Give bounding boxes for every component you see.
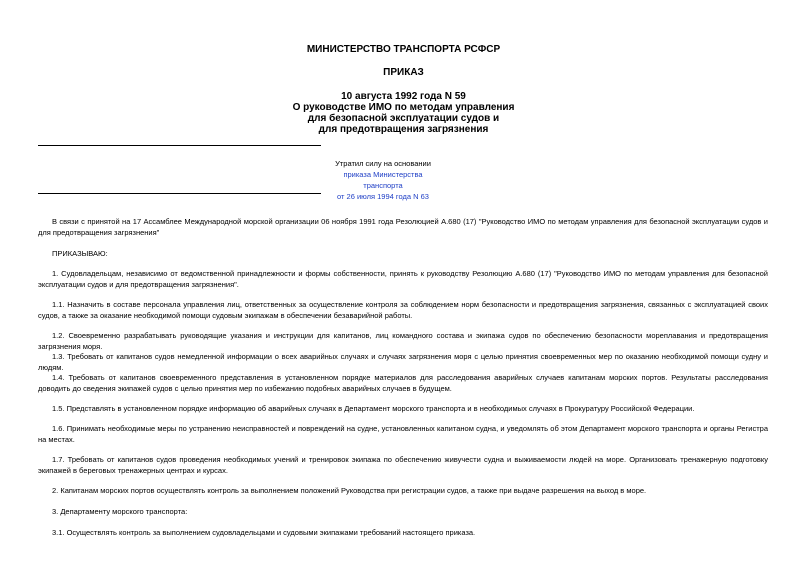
order-title-line: О руководстве ИМО по методам управления [292,102,515,113]
paragraph-1-7: 1.7. Требовать от капитанов судов проведения необходимых учений и тренировок экипажа по обеспечению живучести судна и выживаемости людей на море. Организовать тренажерную подготовку экипажей в береговых тренажерных центрах и курсах. [38,455,768,475]
paragraph-1: 1. Судовладельцам, независимо от ведомственной принадлежности и формы собственности, принять к руководству Резолюцию А.680 (17) "Руководство ИМО по методам управления для безопасной эксплуатации судов и для предотвращения загрязнения". [38,269,768,289]
paragraph-1-3: 1.3. Требовать от капитанов судов немедленной информации о всех аварийных случаях и случаях загрязнения моря с целью принятия своевременных мер по оказанию необходимой помощи судну и людям. [38,352,768,372]
paragraph-1-4: 1.4. Требовать от капитанов своевременного представления в установленном порядке материалов для расследования аварийных случаев капитанам морских портов. Результаты расследования доводить до сведения экипажей судов с целью принятия мер по избежанию подобных аварийных случаев в будущем. [38,373,768,393]
paragraph-3: 3. Департаменту морского транспорта: [52,507,188,516]
order-title-line: для предотвращения загрязнения [318,124,489,135]
paragraph-2: 2. Капитанам морских портов осуществлять контроль за выполнением положений Руководства при регистрации судов, а также при выдаче разрешения на выход в море. [52,486,647,495]
paragraph-1-6: 1.6. Принимать необходимые меры по устранению неисправностей и повреждений на судне, установленных капитаном судна, и уведомлять об этом Департамент морского транспорта и органы Регистра на местах. [38,424,768,444]
paragraph-preamble: В связи с принятой на 17 Ассамблее Международной морской организации 06 ноября 1991 года Резолюцией А.680 (17) "Руководство ИМО по методам управления для безопасной эксплуатации судов и для предотвращения загрязнения" [38,217,768,237]
order-title-line: для безопасной эксплуатации судов и [307,113,500,124]
paragraph-order-word: ПРИКАЗЫВАЮ: [52,249,108,258]
repeal-order-date-link[interactable]: от 26 июля 1994 года N 63 [337,192,429,201]
order-title [0,91,807,135]
status-note [330,158,436,202]
status-text: Утратил силу на основании [335,159,431,168]
paragraph-3-1: 3.1. Осуществлять контроль за выполнением судовладельцами и судовыми экипажами требований настоящего приказа. [52,528,476,537]
repeal-order-link[interactable]: приказа Министерства транспорта [343,170,423,190]
divider [38,193,321,194]
ministry-heading: МИНИСТЕРСТВО ТРАНСПОРТА РСФСР [306,44,501,55]
paragraph-1-1: 1.1. Назначить в составе персонала управления лиц, ответственных за осуществление контроля за соблюдением норм безопасности и предотвращения загрязнения, связанных с эксплуатацией своих судов, а также за оказание необходимой помощи судовым экипажам в обеспечении безаварийной работы. [38,300,768,320]
order-heading: ПРИКАЗ [383,67,424,78]
divider [38,145,321,146]
paragraph-1-5: 1.5. Представлять в установленном порядке информацию об аварийных случаях в Департамент морского транспорта и в необходимых случаях в Прокуратуру Российской Федерации. [52,404,695,413]
order-date-number: 10 августа 1992 года N 59 [341,91,466,102]
paragraph-1-2: 1.2. Своевременно разрабатывать руководящие указания и инструкции для капитанов, лиц командного состава и экипажа судов по обеспечению безопасности мореплавания и предотвращения загрязнения моря. [38,331,768,351]
